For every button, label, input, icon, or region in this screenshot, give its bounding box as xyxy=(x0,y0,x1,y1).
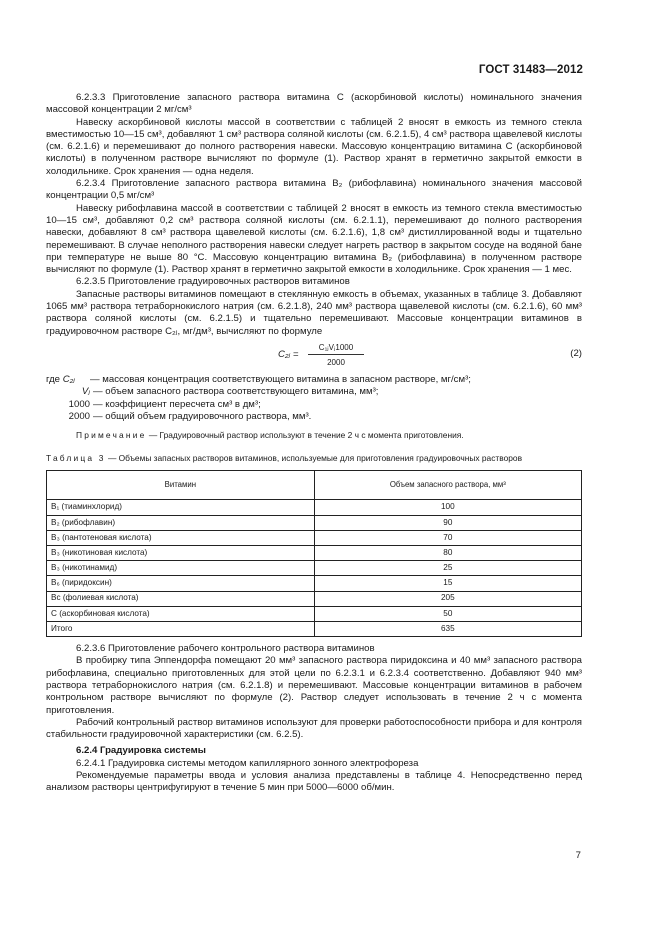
section-body-6-2-4-1: Рекомендуемые параметры ввода и условия анализа представлены в таблице 4. Непосредственно перед анализом растворы центрифугируют в течение 5 мин при 5000—6000 об/мин. xyxy=(46,770,582,794)
vitamin-cell: B₆ (пиридоксин) xyxy=(47,576,315,591)
definition-row xyxy=(46,386,582,398)
definition-row xyxy=(46,411,582,423)
vitamin-cell: B₁ (тиаминхлорид) xyxy=(47,500,315,515)
table-3 xyxy=(46,470,582,637)
vitamin-cell: B₃ (пантотеновая кислота) xyxy=(47,530,315,545)
table-row xyxy=(47,515,582,530)
note xyxy=(46,429,582,441)
vitamin-cell: B₃ (никотинамид) xyxy=(47,561,315,576)
definition-symbol: Vⱼ xyxy=(81,386,90,398)
definition-symbol: 1000 xyxy=(68,398,90,410)
table-row xyxy=(47,576,582,591)
volume-cell: 70 xyxy=(314,530,581,545)
formula-lhs: C₂ⱼ = xyxy=(278,348,299,360)
definition-text: — общий объем градуировочного раствора, мм³. xyxy=(93,410,312,422)
table-row xyxy=(47,500,582,515)
page-content xyxy=(46,92,582,795)
section-body-6-2-3-4: Навеску рибофлавина массой в соответствии с таблицей 2 вносят в емкость из темного стекла вместимостью 10—15 см³, добавляют 0,2 см³ раствора соляной кислоты (см. 6.2.1.1), перемешивают до полного растворения навески, добавляют 8 см³ раствора щавелевой кислоты (см. 6.2.1.6), 1,8 см³ дистиллированной воды и тщательно перемешивают. В случае неполного растворения навески следует нагреть раствор в закрытом сосуде на водяной бане при температуре не выше 80 °С. Массовую концентрацию витамина B₂ (рибофлавина) в полученном растворе вычисляют по формуле (1). Раствор хранят в герметично закрытой емкости в холодильнике. Срок хранения — 1 мес. xyxy=(46,202,582,276)
table-3-caption xyxy=(46,453,582,464)
definition-lead: где C₂ⱼ xyxy=(46,373,75,385)
table-total-row xyxy=(47,621,582,636)
table-row xyxy=(47,561,582,576)
volume-cell: 205 xyxy=(314,591,581,606)
formula-definitions xyxy=(46,374,582,423)
formula-fraction xyxy=(308,342,364,368)
formula-2 xyxy=(46,340,582,372)
section-body-6-2-3-3: Навеску аскорбиновой кислоты массой в соответствии с таблицей 2 вносят в емкость из темного стекла вместимостью 10—15 см³, добавляют 1 см³ раствора соляной кислоты (см. 6.2.1.5), 4 см³ раствора щавелевой кислоты (см. 6.2.1.6) и перемешивают до полного растворения навески. Массовую концентрацию витамина С (аскорбиновой кислоты) в полученном растворе вычисляют по формуле (1). Раствор хранят в герметично закрытой емкости в холодильнике. Срок хранения — одна неделя. xyxy=(46,116,582,177)
volume-cell: 15 xyxy=(314,576,581,591)
volume-cell: 80 xyxy=(314,545,581,560)
section-body-6-2-3-6: В пробирку типа Эппендорфа помещают 20 мм³ запасного раствора пиридоксина и 40 мм³ запасного раствора рибофлавина, специально приготовленных для этой цели по 6.2.3.1 и 6.2.3.4 соответственно. Добавляют 940 мм³ раствора тетраборнокислого натрия (см. 6.2.1.8) и перемешивают. Массовые концентрации витаминов в рабочем контрольном растворе вычисляют по формуле (2). Раствор следует использовать в течение 2 ч с момента приготовления. xyxy=(46,655,582,716)
definition-symbol: 2000 xyxy=(68,410,90,422)
definition-text: — объем запасного раствора соответствующего витамина, мм³; xyxy=(93,386,379,398)
column-header-volume: Объем запасного раствора, мм³ xyxy=(314,471,581,500)
section-heading-6-2-3-5: 6.2.3.5 Приготовление градуировочных растворов витаминов xyxy=(76,276,350,288)
formula-denominator: 2000 xyxy=(327,357,345,367)
section-body-6-2-3-5: Запасные растворы витаминов помещают в стеклянную емкость в объемах, указанных в таблице 3. Добавляют 1065 мм³ раствора тетраборнокислого натрия (см. 6.2.1.8), 240 мм³ раствора щавелевой кислоты (см. 6.2.1.6), 60 мм³ раствора соляной кислоты (см. 6.2.1.5) и тщательно перемешивают. Массовые концентрации витаминов в градуировочном растворе C₂ⱼ, мг/дм³, вычисляют по формуле xyxy=(46,288,582,337)
volume-cell: 90 xyxy=(314,515,581,530)
volume-cell: 25 xyxy=(314,561,581,576)
definition-row xyxy=(46,399,582,411)
volume-cell: 50 xyxy=(314,606,581,621)
table-3-label: Таблица 3 xyxy=(46,453,106,464)
definition-row xyxy=(46,374,582,386)
column-header-vitamin: Витамин xyxy=(47,471,315,500)
definition-text: — массовая концентрация соответствующего витамина в запасном растворе, мг/см³; xyxy=(90,373,471,385)
volume-cell: 635 xyxy=(314,621,581,636)
vitamin-cell: С (аскорбиновая кислота) xyxy=(47,606,315,621)
section-heading-6-2-3-4: 6.2.3.4 Приготовление запасного раствора витамина B₂ (рибофлавина) номинального значения массовой концентрации 0,5 мг/см³ xyxy=(46,178,582,202)
section-body-6-2-3-6-continued: Рабочий контрольный раствор витаминов используют для проверки работоспособности прибора и для контроля стабильности градуировочной характеристики (см. 6.2.5). xyxy=(46,716,582,741)
note-text: — Градуировочный раствор используют в течение 2 ч с момента приготовления. xyxy=(148,430,464,441)
table-row xyxy=(47,606,582,621)
vitamin-cell: B₂ (рибофлавин) xyxy=(47,515,315,530)
section-heading-6-2-4: 6.2.4 Градуировка системы xyxy=(76,745,206,757)
formula-numerator: C₁ⱼVⱼ1000 xyxy=(308,342,364,355)
definition-text: — коэффициент пересчета см³ в дм³; xyxy=(93,398,261,410)
volume-cell: 100 xyxy=(314,500,581,515)
vitamin-cell: Итого xyxy=(47,621,315,636)
note-label: Примечание xyxy=(76,430,147,441)
table-row xyxy=(47,530,582,545)
page-number: 7 xyxy=(575,850,581,861)
standard-number-header: ГОСТ 31483—2012 xyxy=(478,64,583,76)
table-header-row xyxy=(47,471,582,500)
section-heading-6-2-4-1: 6.2.4.1 Градуировка системы методом капиллярного зонного электрофореза xyxy=(76,757,419,769)
formula-number: (2) xyxy=(570,347,582,359)
vitamin-cell: Bc (фолиевая кислота) xyxy=(47,591,315,606)
table-row xyxy=(47,591,582,606)
table-3-caption-text: — Объемы запасных растворов витаминов, используемые для приготовления градуировочных растворов xyxy=(107,453,523,464)
section-heading-6-2-3-6: 6.2.3.6 Приготовление рабочего контрольного раствора витаминов xyxy=(76,643,375,655)
vitamin-cell: B₃ (никотиновая кислота) xyxy=(47,545,315,560)
section-heading-6-2-3-3: 6.2.3.3 Приготовление запасного раствора витамина С (аскорбиновой кислоты) номинального значения массовой концентрации 2 мг/см³ xyxy=(46,92,582,116)
table-row xyxy=(47,545,582,560)
